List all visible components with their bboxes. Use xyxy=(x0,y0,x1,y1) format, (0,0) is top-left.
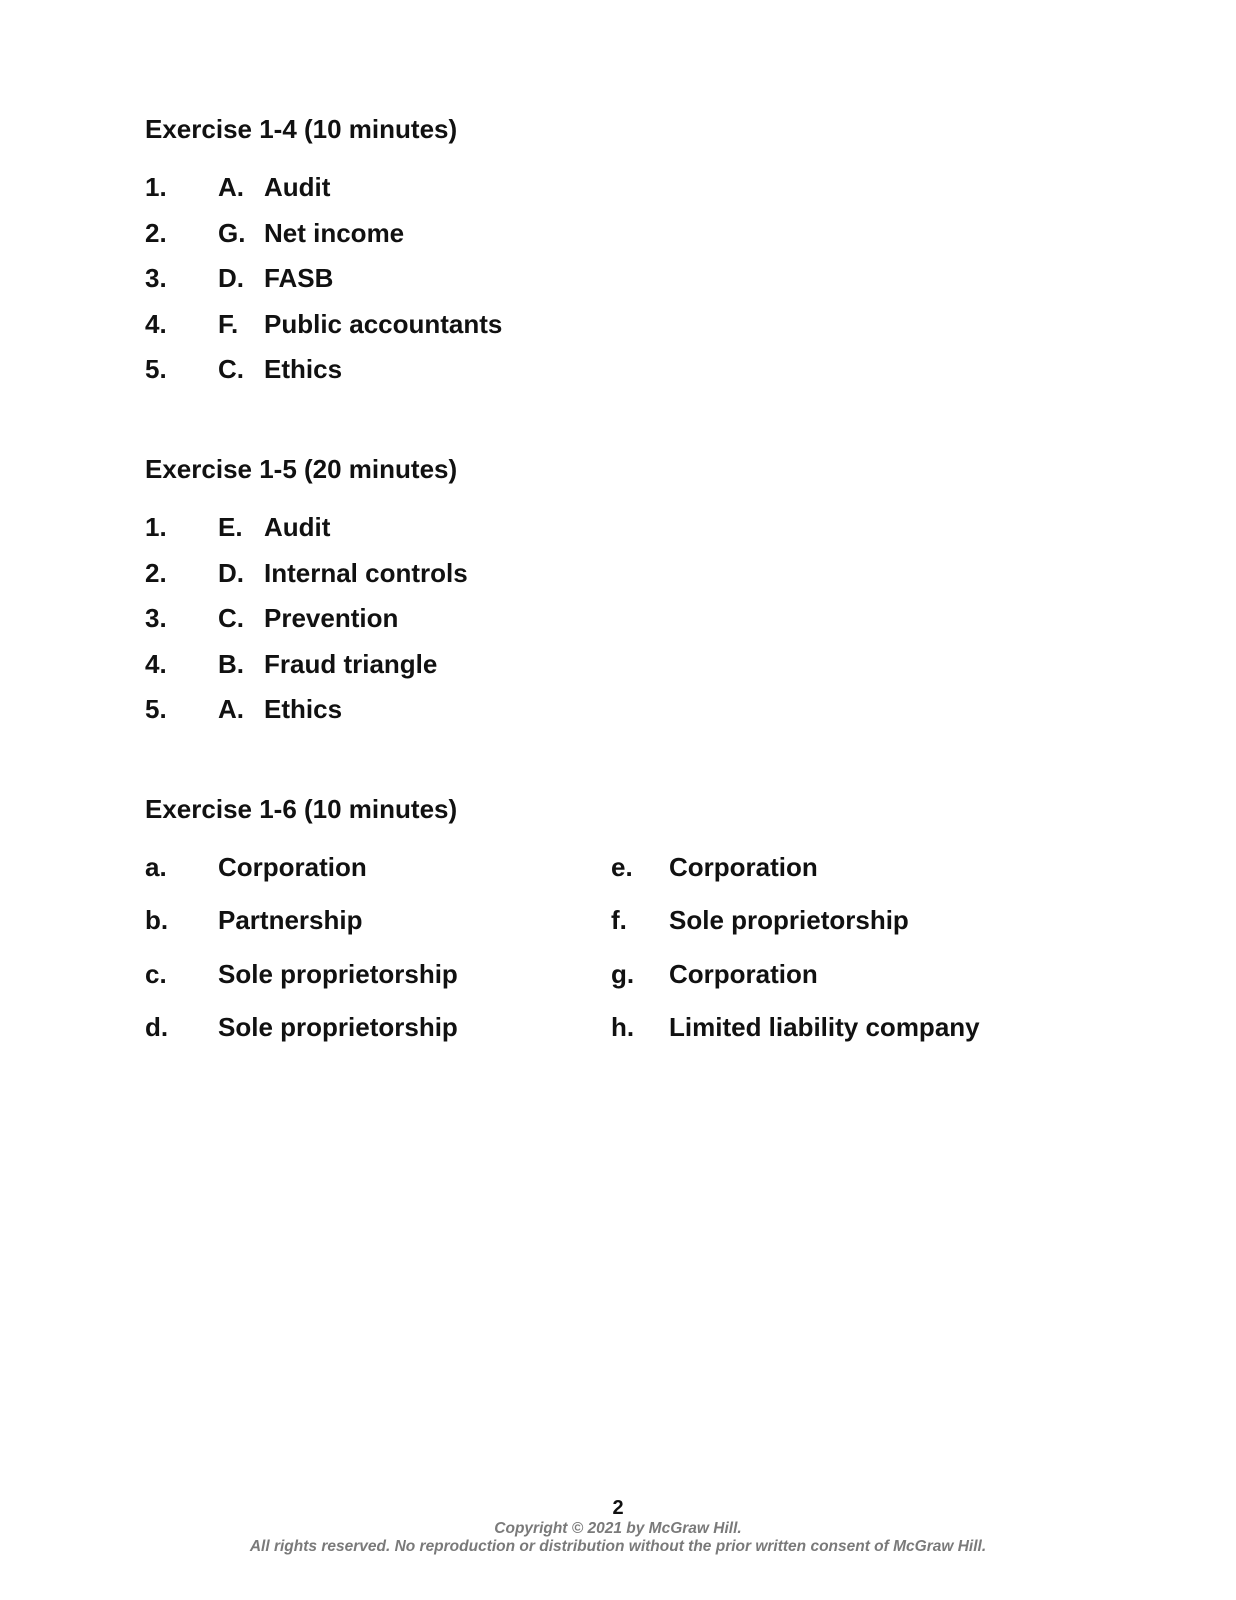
item-number: 2. xyxy=(145,557,167,588)
answer-term: Ethics xyxy=(264,354,343,384)
copyright-notice: All rights reserved. No reproduction or distribution without the prior written consent of McGraw Hill. xyxy=(249,1538,987,1555)
answer-letter: F. xyxy=(218,308,239,339)
item-number: 3. xyxy=(145,603,167,633)
copyright-line: Copyright © 2021 by McGraw Hill. xyxy=(494,1520,742,1537)
answer-letter: A. xyxy=(218,172,244,202)
exercise-title: Exercise 1-5 (20 minutes) xyxy=(145,454,458,484)
item-term: Limited liability company xyxy=(669,1012,980,1042)
item-number: 1. xyxy=(145,172,167,202)
answer-letter: C. xyxy=(218,354,244,384)
item-term: Sole proprietorship xyxy=(218,1012,458,1042)
answer-letter: D. xyxy=(218,263,244,293)
item-term: Corporation xyxy=(669,959,818,989)
item-number: 5. xyxy=(145,694,167,724)
answer-letter: B. xyxy=(218,648,244,679)
item-number: 1. xyxy=(145,512,167,542)
page-number: 2 xyxy=(612,1497,624,1519)
item-term: Sole proprietorship xyxy=(669,905,909,935)
answer-term: FASB xyxy=(264,263,334,293)
item-term: Partnership xyxy=(218,905,363,935)
answer-term: Net income xyxy=(264,217,405,248)
item-letter: g. xyxy=(611,959,635,989)
answer-letter: E. xyxy=(218,512,243,542)
item-number: 4. xyxy=(145,308,167,339)
item-letter: d. xyxy=(145,1012,169,1042)
item-letter: b. xyxy=(145,905,169,935)
item-term: Corporation xyxy=(218,852,367,882)
exercise-title: Exercise 1-4 (10 minutes) xyxy=(145,114,458,144)
answer-term: Internal controls xyxy=(264,557,468,588)
answer-term: Fraud triangle xyxy=(264,648,438,679)
item-number: 4. xyxy=(145,648,167,679)
item-letter: a. xyxy=(145,852,167,882)
answer-letter: D. xyxy=(218,557,244,588)
item-term: Sole proprietorship xyxy=(218,959,458,989)
item-number: 2. xyxy=(145,217,167,248)
answer-term: Ethics xyxy=(264,694,343,724)
exercise-title: Exercise 1-6 (10 minutes) xyxy=(145,794,458,824)
item-letter: h. xyxy=(611,1012,635,1042)
item-number: 3. xyxy=(145,263,167,293)
item-letter: c. xyxy=(145,959,167,989)
answer-term: Prevention xyxy=(264,603,399,633)
answer-term: Audit xyxy=(264,512,331,542)
item-number: 5. xyxy=(145,354,167,384)
answer-letter: G. xyxy=(218,217,246,248)
answer-term: Public accountants xyxy=(264,308,503,339)
answer-term: Audit xyxy=(264,172,331,202)
item-letter: f. xyxy=(611,905,627,935)
item-term: Corporation xyxy=(669,852,818,882)
item-letter: e. xyxy=(611,852,633,882)
answer-letter: C. xyxy=(218,603,244,633)
answer-letter: A. xyxy=(218,694,244,724)
